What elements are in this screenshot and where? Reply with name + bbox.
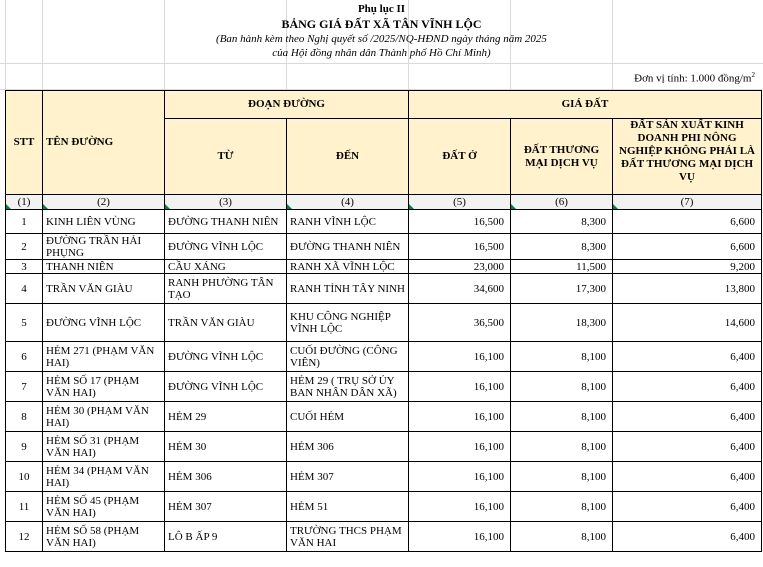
cell-dat-o: 16,100 (409, 522, 511, 552)
table-row (6, 462, 762, 492)
cell-den: KHU CÔNG NGHIỆP VĨNH LỘC (287, 304, 409, 342)
cell-ten-duong: HẺM SỐ 45 (PHẠM VĂN HAI) (43, 492, 165, 522)
table-row (6, 260, 762, 274)
header-ten-duong: TÊN ĐƯỜNG (43, 91, 165, 195)
cell-tu: RANH PHƯỜNG TÂN TẠO (165, 274, 287, 304)
column-index-cell (409, 195, 511, 210)
cell-stt: 9 (6, 432, 43, 462)
gridline (0, 63, 763, 64)
cell-dat-sxkd: 6,400 (613, 462, 762, 492)
cell-dat-o: 16,100 (409, 462, 511, 492)
cell-dat-o: 16,100 (409, 372, 511, 402)
cell-dat-o: 16,100 (409, 432, 511, 462)
column-index-cell (287, 195, 409, 210)
cell-dat-sxkd: 14,600 (613, 304, 762, 342)
table-row (6, 342, 762, 372)
cell-dat-sxkd: 6,400 (613, 402, 762, 432)
cell-ten-duong: HẺM 34 (PHẠM VĂN HAI) (43, 462, 165, 492)
column-index-label: (2) (97, 195, 110, 208)
appendix-label: Phụ lục II (357, 3, 406, 15)
cell-stt: 1 (6, 210, 43, 234)
cell-den: HẺM 307 (287, 462, 409, 492)
cell-tu: HẺM 306 (165, 462, 287, 492)
cell-dat-tmdv: 8,100 (511, 522, 613, 552)
header-doan-duong: ĐOẠN ĐƯỜNG (165, 91, 409, 119)
cell-dat-sxkd: 6,400 (613, 492, 762, 522)
cell-dat-tmdv: 17,300 (511, 274, 613, 304)
header-dat-o: ĐẤT Ở (409, 119, 511, 195)
cell-den: RANH XÃ VĨNH LỘC (287, 260, 409, 274)
cell-stt: 11 (6, 492, 43, 522)
cell-stt: 8 (6, 402, 43, 432)
cell-stt: 3 (6, 260, 43, 274)
column-index-cell (43, 195, 165, 210)
cell-den: TRƯỜNG THCS PHẠM VĂN HAI (287, 522, 409, 552)
table-row (6, 274, 762, 304)
column-index-label: (5) (453, 195, 466, 208)
document-subtitle-2: của Hội đồng nhân dân Thành phố Hồ Chí Minh) (272, 47, 491, 59)
cell-dat-sxkd: 6,600 (613, 210, 762, 234)
cell-dat-sxkd: 6,400 (613, 522, 762, 552)
header-den: ĐẾN (287, 119, 409, 195)
cell-ten-duong: HẺM SỐ 17 (PHẠM VĂN HAI) (43, 372, 165, 402)
cell-stt: 6 (6, 342, 43, 372)
document-subtitle-1: (Ban hành kèm theo Nghị quyết số /2025/NQ-HĐND ngày tháng năm 2025 (216, 33, 547, 45)
column-index-row (6, 195, 762, 210)
cell-stt: 7 (6, 372, 43, 402)
cell-ten-duong: HẺM 271 (PHẠM VĂN HAI) (43, 342, 165, 372)
cell-tu: ĐƯỜNG VĨNH LỘC (165, 342, 287, 372)
column-index-label: (6) (555, 195, 568, 208)
cell-ten-duong: HẺM SỐ 31 (PHẠM VĂN HAI) (43, 432, 165, 462)
header-dat-sxkd: ĐẤT SẢN XUẤT KINH DOANH PHI NÔNG NGHIỆP KHÔNG PHẢI LÀ ĐẤT THƯƠNG MẠI DỊCH VỤ (613, 119, 762, 195)
cell-dat-sxkd: 6,400 (613, 432, 762, 462)
cell-dat-sxkd: 13,800 (613, 274, 762, 304)
cell-dat-o: 23,000 (409, 260, 511, 274)
unit-text: Đơn vị tính: 1.000 đồng/m (634, 72, 752, 85)
cell-ten-duong: THANH NIÊN (43, 260, 165, 274)
cell-stt: 4 (6, 274, 43, 304)
cell-dat-tmdv: 8,300 (511, 210, 613, 234)
cell-dat-sxkd: 6,600 (613, 234, 762, 260)
land-price-table (5, 90, 762, 552)
cell-dat-o: 34,600 (409, 274, 511, 304)
cell-ten-duong: HẺM SỐ 58 (PHẠM VĂN HAI) (43, 522, 165, 552)
cell-den: RANH VĨNH LỘC (287, 210, 409, 234)
table-row (6, 522, 762, 552)
cell-dat-o: 16,100 (409, 402, 511, 432)
table-row (6, 372, 762, 402)
cell-tu: ĐƯỜNG VĨNH LỘC (165, 234, 287, 260)
cell-den: HẺM 51 (287, 492, 409, 522)
column-index-cell (6, 195, 43, 210)
column-index-label: (1) (17, 195, 31, 208)
table-row (6, 402, 762, 432)
cell-den: CUỐI HẺM (287, 402, 409, 432)
cell-dat-sxkd: 9,200 (613, 260, 762, 274)
cell-dat-tmdv: 8,100 (511, 342, 613, 372)
cell-dat-sxkd: 6,400 (613, 372, 762, 402)
unit-label (634, 71, 755, 85)
document-title: BẢNG GIÁ ĐẤT XÃ TÂN VĨNH LỘC (281, 17, 482, 31)
header-tu: TỪ (165, 119, 287, 195)
cell-den: HẺM 29 ( TRỤ SỞ ỦY BAN NHÂN DÂN XÃ) (287, 372, 409, 402)
cell-dat-tmdv: 18,300 (511, 304, 613, 342)
cell-dat-tmdv: 8,100 (511, 492, 613, 522)
table-row (6, 492, 762, 522)
column-index-label: (4) (341, 195, 354, 208)
cell-dat-tmdv: 8,100 (511, 432, 613, 462)
cell-tu: HẺM 307 (165, 492, 287, 522)
cell-tu: ĐƯỜNG THANH NIÊN (165, 210, 287, 234)
cell-den: HẺM 306 (287, 432, 409, 462)
cell-dat-o: 16,500 (409, 234, 511, 260)
cell-ten-duong: HẺM 30 (PHẠM VĂN HAI) (43, 402, 165, 432)
cell-ten-duong: ĐƯỜNG VĨNH LỘC (43, 304, 165, 342)
cell-den: RANH TỈNH TÂY NINH (287, 274, 409, 304)
column-index-label: (7) (680, 195, 694, 208)
cell-stt: 2 (6, 234, 43, 260)
cell-stt: 10 (6, 462, 43, 492)
table-body (6, 210, 762, 552)
cell-tu: HẺM 29 (165, 402, 287, 432)
cell-tu: CẦU XÁNG (165, 260, 287, 274)
column-index-label: (3) (219, 195, 232, 208)
cell-tu: TRẦN VĂN GIÀU (165, 304, 287, 342)
cell-tu: LÔ B ẤP 9 (165, 522, 287, 552)
cell-tu: ĐƯỜNG VĨNH LỘC (165, 372, 287, 402)
cell-stt: 5 (6, 304, 43, 342)
cell-dat-tmdv: 8,100 (511, 462, 613, 492)
cell-dat-tmdv: 11,500 (511, 260, 613, 274)
cell-dat-tmdv: 8,100 (511, 372, 613, 402)
cell-dat-o: 16,500 (409, 210, 511, 234)
cell-tu: HẺM 30 (165, 432, 287, 462)
header-stt: STT (6, 91, 43, 195)
table-row (6, 234, 762, 260)
cell-dat-o: 36,500 (409, 304, 511, 342)
cell-dat-sxkd: 6,400 (613, 342, 762, 372)
cell-stt: 12 (6, 522, 43, 552)
table-row (6, 304, 762, 342)
cell-den: CUỐI ĐƯỜNG (CÔNG VIÊN) (287, 342, 409, 372)
cell-dat-tmdv: 8,100 (511, 402, 613, 432)
cell-dat-o: 16,100 (409, 342, 511, 372)
cell-den: ĐƯỜNG THANH NIÊN (287, 234, 409, 260)
cell-ten-duong: KINH LIÊN VÙNG (43, 210, 165, 234)
cell-dat-tmdv: 8,300 (511, 234, 613, 260)
cell-ten-duong: ĐƯỜNG TRẦN HẢI PHỤNG (43, 234, 165, 260)
unit-superscript: 2 (751, 71, 755, 79)
table-row (6, 210, 762, 234)
column-index-cell (511, 195, 613, 210)
cell-ten-duong: TRẦN VĂN GIÀU (43, 274, 165, 304)
column-index-cell (613, 195, 762, 210)
column-index-cell (165, 195, 287, 210)
cell-dat-o: 16,100 (409, 492, 511, 522)
header-dat-tmdv: ĐẤT THƯƠNG MẠI DỊCH VỤ (511, 119, 613, 195)
table-row (6, 432, 762, 462)
header-gia-dat: GIÁ ĐẤT (409, 91, 762, 119)
